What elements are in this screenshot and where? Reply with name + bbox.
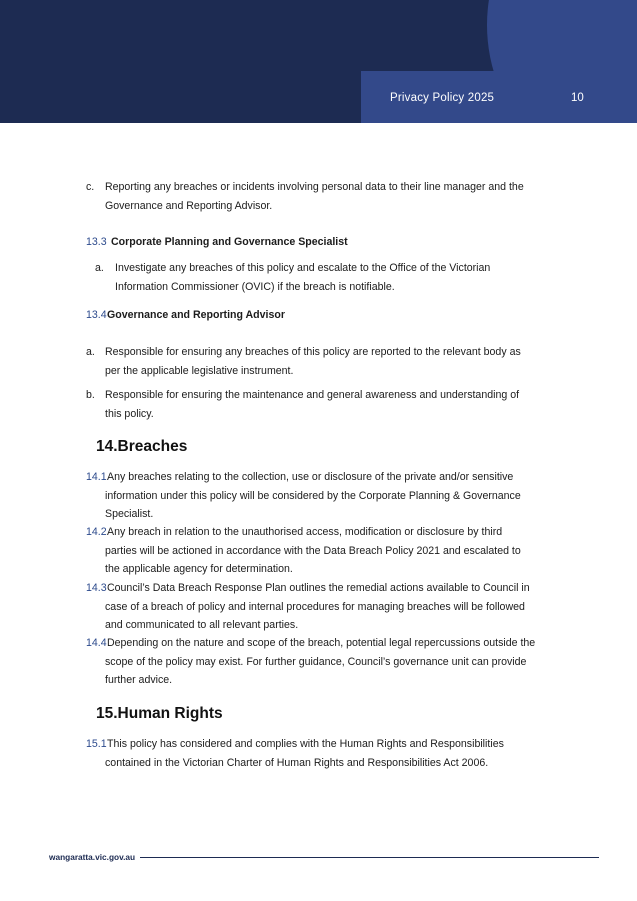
- section-number: 13.4: [86, 309, 107, 321]
- section-heading: 14.Breaches: [96, 438, 188, 455]
- clause-number: 14.1: [86, 471, 107, 483]
- section-number: 13.3: [86, 236, 107, 248]
- clause-number: 14.3: [86, 582, 107, 594]
- clause-text: Any breaches relating to the collection, use or disclosure of the private and/or sensitive information under this policy will be considered by the Corporate Planning & Governance Specialist.: [105, 471, 521, 520]
- footer-website-link[interactable]: wangaratta.vic.gov.au: [49, 852, 136, 862]
- clause-number: 14.2: [86, 526, 107, 538]
- footer-divider: [140, 857, 599, 858]
- list-item-text: Responsible for ensuring any breaches of this policy are reported to the relevant body as per the applicable legislative instrument.: [105, 346, 521, 377]
- list-item-text: Responsible for ensuring the maintenance and general awareness and understanding of this policy.: [105, 389, 520, 420]
- subsection-title: Governance and Reporting Advisor: [107, 309, 285, 321]
- list-item-text: Investigate any breaches of this policy and escalate to the Office of the Victorian Information Commissioner (OVIC) if the breach is notifiable.: [115, 262, 491, 293]
- section-heading: 15.Human Rights: [96, 705, 223, 722]
- clause-number: 15.1: [86, 738, 107, 750]
- subsection-title: Corporate Planning and Governance Specialist: [111, 236, 348, 248]
- list-marker: a.: [86, 346, 95, 358]
- list-marker: b.: [86, 389, 95, 401]
- list-marker: c.: [86, 181, 95, 193]
- clause-number: 14.4: [86, 637, 107, 649]
- clause-text: This policy has considered and complies with the Human Rights and Responsibilities contained in the Victorian Charter of Human Rights and Responsibilities Act 2006.: [105, 738, 504, 769]
- document-title: Privacy Policy 2025: [390, 92, 495, 104]
- clause-text: Depending on the nature and scope of the breach, potential legal repercussions outside the scope of the policy may exist. For further guidance, Council’s governance unit can provide further advice.: [105, 637, 536, 686]
- clause-text: Council’s Data Breach Response Plan outlines the remedial actions available to Council in case of a breach of policy and internal procedures for managing breaches will be followed and communicated to all relevant parties.: [105, 582, 530, 631]
- list-marker: a.: [95, 262, 104, 274]
- page-number: 10: [571, 92, 584, 104]
- list-item-text: Reporting any breaches or incidents involving personal data to their line manager and the Governance and Reporting Advisor.: [105, 181, 524, 212]
- page-header: [0, 0, 637, 123]
- clause-text: Any breach in relation to the unauthorised access, modification or disclosure by third parties will be actioned in accordance with the Data Breach Policy 2021 and escalated to the applicable agency for determination.: [105, 526, 521, 575]
